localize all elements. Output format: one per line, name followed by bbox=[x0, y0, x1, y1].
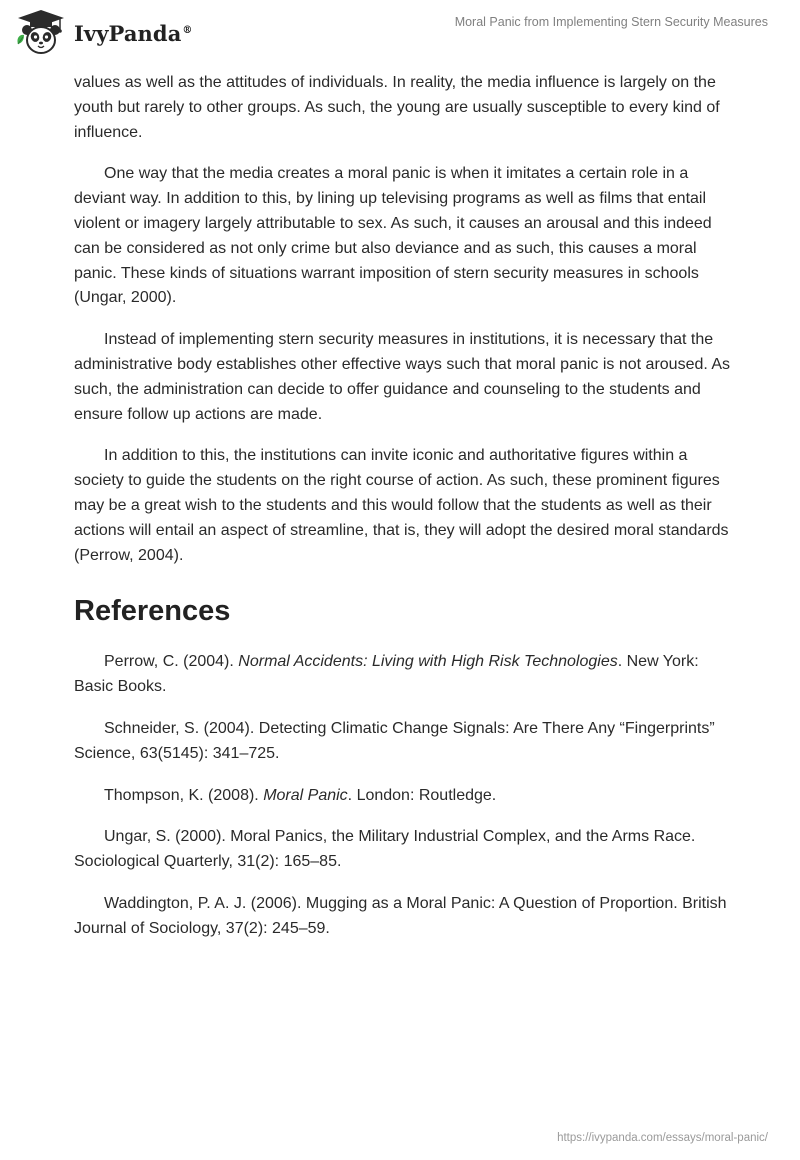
essay-content bbox=[74, 71, 734, 959]
document-title: Moral Panic from Implementing Stern Security Measures bbox=[454, 15, 768, 29]
body-paragraph: In addition to this, the institutions can invite iconic and authoritative figures within a society to guide the students on the right course of action. As such, these prominent figures may be a great wish to the students and this would follow that the students as well as their actions will entail an aspect of streamline, that is, they will adopt the desired moral standards (Perrow, 2004). bbox=[74, 447, 729, 564]
reference-item: Schneider, S. (2004). Detecting Climatic Change Signals: Are There Any “Fingerprints” Science, 63(5145): 341–725. bbox=[74, 719, 715, 762]
references-heading: References bbox=[74, 595, 231, 628]
body-paragraph: values as well as the attitudes of individuals. In reality, the media influence is largely on the youth but rarely to other groups. As such, the young are usually susceptible to every kind of influence. bbox=[74, 74, 720, 141]
reference-item: Thompson, K. (2008). Moral Panic. London: Routledge. bbox=[104, 786, 497, 804]
reference-item: Waddington, P. A. J. (2006). Mugging as a Moral Panic: A Question of Proportion. British Journal of Sociology, 37(2): 245–59. bbox=[74, 894, 727, 937]
ivypanda-logo[interactable] bbox=[14, 8, 193, 56]
panda-logo-icon bbox=[14, 8, 68, 56]
brand-name: IvyPanda® bbox=[74, 20, 193, 46]
source-url[interactable]: https://ivypanda.com/essays/moral-panic/ bbox=[557, 1132, 768, 1144]
reference-item: Perrow, C. (2004). Normal Accidents: Living with High Risk Technologies. New York: Basic Books. bbox=[74, 653, 699, 696]
body-paragraph: Instead of implementing stern security measures in institutions, it is necessary that the administrative body establishes other effective ways such that moral panic is not aroused. As such, the administration can decide to offer guidance and counseling to the students and ensure follow up actions are made. bbox=[74, 331, 731, 423]
body-paragraph: One way that the media creates a moral panic is when it imitates a certain role in a deviant way. In addition to this, by lining up televising programs as well as films that entail violent or imagery largely attributable to sex. As such, it causes an arousal and this indeed can be considered as not only crime but also deviance and as such, this causes a moral panic. These kinds of situations warrant imposition of stern security measures in schools (Ungar, 2000). bbox=[74, 165, 712, 307]
reference-item: Ungar, S. (2000). Moral Panics, the Military Industrial Complex, and the Arms Race. Sociological Quarterly, 31(2): 165–85. bbox=[74, 828, 696, 871]
page-header bbox=[0, 0, 800, 64]
